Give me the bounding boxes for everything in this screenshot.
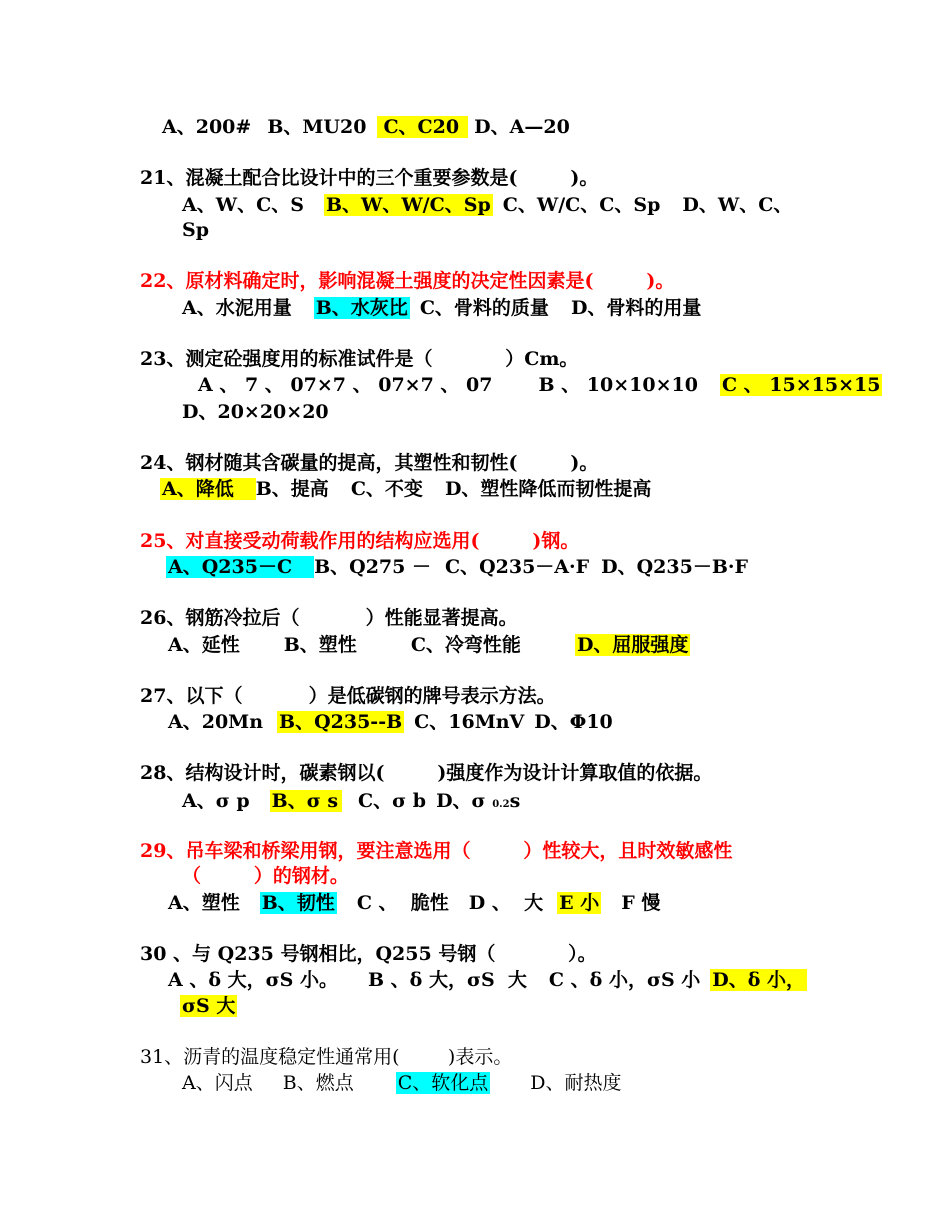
- q29-option-b-answer: B、韧性: [261, 892, 335, 914]
- q20-option-d: D、A—20: [474, 116, 570, 138]
- q21-stem: 21、混凝土配合比设计中的三个重要参数是( )。: [140, 167, 599, 189]
- q30-option-a: A 、δ 大，σS 小。: [168, 969, 338, 991]
- q28-options: [182, 789, 520, 817]
- q21-option-b-answer: B、W、W/C、Sp: [325, 194, 491, 216]
- q30-option-c: C 、δ 小，σS 小: [548, 969, 701, 991]
- q28-option-a: A、σ p: [182, 790, 250, 812]
- q24-option-c: C、不变: [350, 478, 423, 500]
- q25-option-c: C、Q235－A·F: [444, 556, 590, 578]
- q22-stem: 22、原材料确定时，影响混凝土强度的决定性因素是( )。: [140, 270, 675, 292]
- q24-options: [160, 477, 651, 501]
- q26-option-d-answer: D、屈服强度: [576, 634, 689, 656]
- q23-option-a: A 、 7 、 07×7 、 07×7 、 07: [198, 374, 493, 396]
- q27-stem: 27、以下（ ）是低碳钢的牌号表示方法。: [140, 685, 556, 707]
- q20-options: [162, 115, 570, 139]
- q25-options: [166, 555, 748, 579]
- q29-option-e-answer: E 小: [559, 892, 600, 914]
- q31-option-a: A、闪点: [182, 1072, 253, 1094]
- q29-stem-cont: （ ）的钢材。: [182, 865, 349, 887]
- q26-options: [168, 633, 690, 657]
- q21-option-d-cont: Sp: [182, 219, 210, 241]
- q27-option-a: A、20Mn: [168, 711, 264, 733]
- q22-option-d: D、骨料的用量: [570, 297, 702, 319]
- q25-option-b: B、Q275 －: [314, 556, 431, 578]
- q27-option-d: D、Φ10: [534, 711, 613, 733]
- q28-option-c: C、σ b: [358, 790, 427, 812]
- q25-stem: 25、对直接受动荷载作用的结构应选用( )钢。: [140, 530, 580, 552]
- q27-options: [168, 710, 613, 734]
- q22-option-c: C、骨料的质量: [419, 297, 549, 319]
- q31-options: [182, 1071, 621, 1095]
- q23-option-b: B 、 10×10×10: [538, 374, 698, 396]
- q24-option-a-answer: A、降低: [160, 478, 256, 500]
- q28-option-b-answer: B、σ s: [270, 790, 342, 812]
- q21-options: [182, 193, 792, 217]
- q30-stem: 30 、与 Q235 号钢相比，Q255 号钢（ ）。: [140, 943, 597, 965]
- q29-option-c: C 、 脆性: [356, 892, 449, 914]
- q26-stem: 26、钢筋冷拉后（ ）性能显著提高。: [140, 607, 518, 629]
- q23-stem: 23、测定砼强度用的标准试件是（ ）Cm。: [140, 348, 579, 370]
- q20-option-c-answer: C、C20: [377, 116, 468, 138]
- q26-option-b: B、塑性: [283, 634, 357, 656]
- q28-stem: 28、结构设计时，碳素钢以( )强度作为设计计算取值的依据。: [140, 762, 713, 784]
- q31-stem: 31、沥青的温度稳定性通常用( )表示。: [140, 1046, 513, 1068]
- q30-option-d-cont: σS 大: [182, 995, 236, 1017]
- q29-options: [168, 891, 660, 915]
- q20-option-b: B、MU20: [267, 116, 367, 138]
- q29-option-f: F 慢: [621, 892, 661, 914]
- q21-option-a: A、W、C、S: [182, 194, 304, 216]
- q22-option-b-answer: B、水灰比: [315, 297, 408, 319]
- q27-option-c: C、16MnV: [414, 711, 525, 733]
- q23-options: [198, 373, 882, 397]
- q24-option-b: B、提高: [255, 478, 329, 500]
- q22-options: [182, 296, 701, 320]
- q26-option-c: C、冷弯性能: [410, 634, 521, 656]
- q25-option-a-answer: A、Q235－C: [166, 556, 314, 578]
- q20-option-a: A、200#: [162, 116, 252, 138]
- q23-option-d: D、20×20×20: [182, 401, 329, 423]
- q22-option-a: A、水泥用量: [182, 297, 292, 319]
- q29-option-a: A、塑性: [168, 892, 240, 914]
- q21-option-c: C、W/C、C、Sp: [502, 194, 661, 216]
- q24-option-d: D、塑性降低而韧性提高: [444, 478, 652, 500]
- q26-option-a: A、延性: [168, 634, 240, 656]
- q28-option-d: D、σ 0.2s: [436, 790, 521, 812]
- q24-stem: 24、钢材随其含碳量的提高，其塑性和韧性( )。: [140, 452, 599, 474]
- q30-option-b: B 、δ 大，σS 大: [368, 969, 527, 991]
- q29-stem: 29、吊车梁和桥梁用钢，要注意选用（ ）性较大，且时效敏感性: [140, 840, 733, 862]
- q30-option-d-answer: D、δ 小，: [712, 969, 806, 991]
- q21-option-d: D、W、C、: [682, 194, 793, 216]
- q29-option-d: D 、 大: [468, 892, 544, 914]
- q30-options: [168, 968, 807, 992]
- q31-option-b: B、燃点: [282, 1072, 354, 1094]
- q25-option-d: D、Q235－B·F: [601, 556, 749, 578]
- q23-option-c-answer: C 、 15×15×15: [721, 374, 881, 396]
- q31-option-d: D、耐热度: [530, 1072, 622, 1094]
- q31-option-c-answer: C、软化点: [397, 1072, 489, 1094]
- q27-option-b-answer: B、Q235--B: [279, 711, 403, 733]
